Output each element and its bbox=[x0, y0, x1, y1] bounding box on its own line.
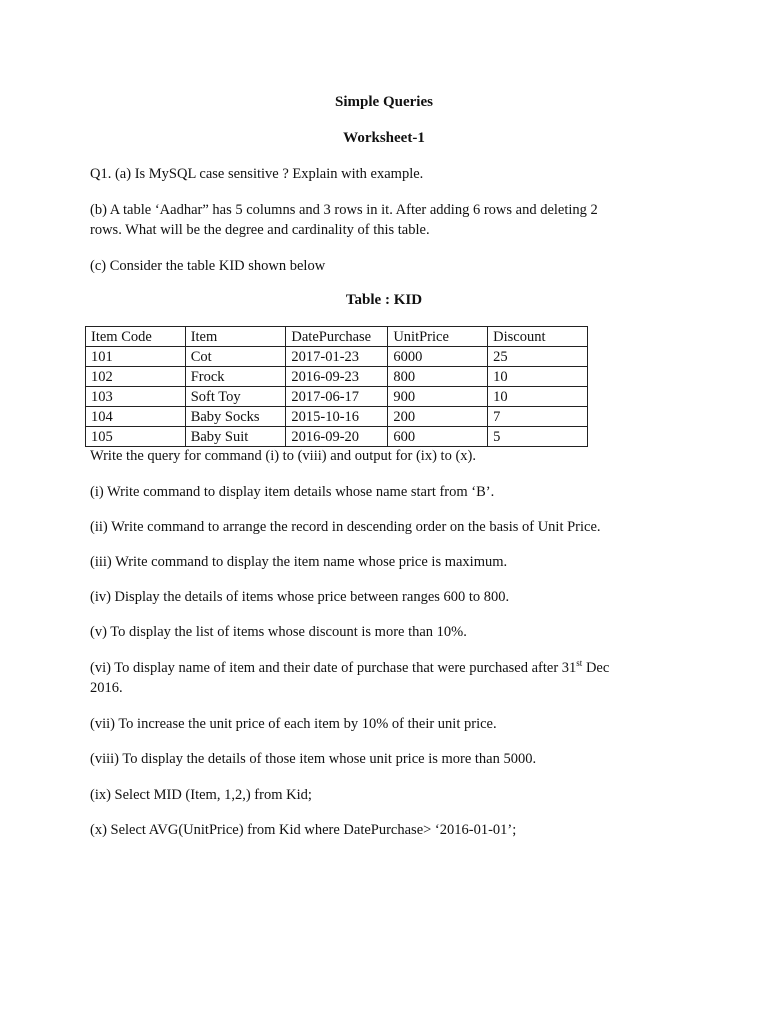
table-title: Table : KID bbox=[345, 292, 423, 308]
table-cell: 25 bbox=[488, 347, 588, 367]
question-vi-line1 bbox=[90, 658, 690, 678]
question-1c: (c) Consider the table KID shown below bbox=[90, 258, 326, 274]
question-vi-text: (vi) To display name of item and their date of purchase that were purchased after 31 bbox=[90, 660, 577, 676]
question-vi-line2: 2016. bbox=[90, 680, 123, 696]
table-cell: 900 bbox=[388, 387, 488, 407]
table-cell: Baby Suit bbox=[185, 427, 286, 447]
table-cell: 2016-09-20 bbox=[286, 427, 388, 447]
table-row bbox=[86, 367, 588, 387]
question-iii: (iii) Write command to display the item name whose price is maximum. bbox=[90, 554, 508, 570]
question-vi-month: Dec bbox=[582, 660, 610, 676]
column-header: Discount bbox=[488, 327, 588, 347]
question-ii: (ii) Write command to arrange the record in descending order on the basis of Unit Price. bbox=[90, 519, 601, 535]
worksheet-subtitle: Worksheet-1 bbox=[343, 130, 425, 146]
page-title: Simple Queries bbox=[335, 94, 433, 110]
column-header: Item Code bbox=[86, 327, 186, 347]
question-vii: (vii) To increase the unit price of each item by 10% of their unit price. bbox=[90, 716, 497, 732]
question-iv: (iv) Display the details of items whose price between ranges 600 to 800. bbox=[90, 589, 510, 605]
table-cell: 7 bbox=[488, 407, 588, 427]
question-x: (x) Select AVG(UnitPrice) from Kid where DatePurchase> ‘2016-01-01’; bbox=[90, 822, 517, 838]
table-cell: 10 bbox=[488, 367, 588, 387]
table-cell: 6000 bbox=[388, 347, 488, 367]
table-cell: 2015-10-16 bbox=[286, 407, 388, 427]
question-i: (i) Write command to display item details whose name start from ‘B’. bbox=[90, 484, 495, 500]
question-ix: (ix) Select MID (Item, 1,2,) from Kid; bbox=[90, 787, 312, 803]
ordinal-suffix: st bbox=[576, 658, 583, 669]
table-cell: 200 bbox=[388, 407, 488, 427]
column-header: DatePurchase bbox=[286, 327, 388, 347]
table-cell: 2017-06-17 bbox=[286, 387, 388, 407]
table-cell: 2017-01-23 bbox=[286, 347, 388, 367]
kid-table bbox=[85, 326, 588, 447]
table-header-row bbox=[86, 327, 588, 347]
question-v: (v) To display the list of items whose discount is more than 10%. bbox=[90, 624, 467, 640]
table-cell: 800 bbox=[388, 367, 488, 387]
column-header: UnitPrice bbox=[388, 327, 488, 347]
question-1b-line2: rows. What will be the degree and cardinality of this table. bbox=[90, 222, 430, 238]
table-cell: 10 bbox=[488, 387, 588, 407]
table-cell: 600 bbox=[388, 427, 488, 447]
table-cell: Frock bbox=[185, 367, 286, 387]
table-cell: 105 bbox=[86, 427, 186, 447]
table-cell: 2016-09-23 bbox=[286, 367, 388, 387]
instruction-text: Write the query for command (i) to (viii) and output for (ix) to (x). bbox=[90, 448, 476, 464]
table-cell: 101 bbox=[86, 347, 186, 367]
question-viii: (viii) To display the details of those item whose unit price is more than 5000. bbox=[90, 751, 537, 767]
table-cell: 103 bbox=[86, 387, 186, 407]
table-cell: 102 bbox=[86, 367, 186, 387]
question-1a: Q1. (a) Is MySQL case sensitive ? Explain with example. bbox=[90, 166, 424, 182]
table-cell: Cot bbox=[185, 347, 286, 367]
table-cell: 5 bbox=[488, 427, 588, 447]
table-row bbox=[86, 387, 588, 407]
column-header: Item bbox=[185, 327, 286, 347]
table-row bbox=[86, 347, 588, 367]
table-row bbox=[86, 427, 588, 447]
table-cell: 104 bbox=[86, 407, 186, 427]
table-cell: Baby Socks bbox=[185, 407, 286, 427]
table-row bbox=[86, 407, 588, 427]
question-1b-line1: (b) A table ‘Aadhar” has 5 columns and 3 rows in it. After adding 6 rows and deleting 2 bbox=[90, 202, 598, 218]
table-cell: Soft Toy bbox=[185, 387, 286, 407]
